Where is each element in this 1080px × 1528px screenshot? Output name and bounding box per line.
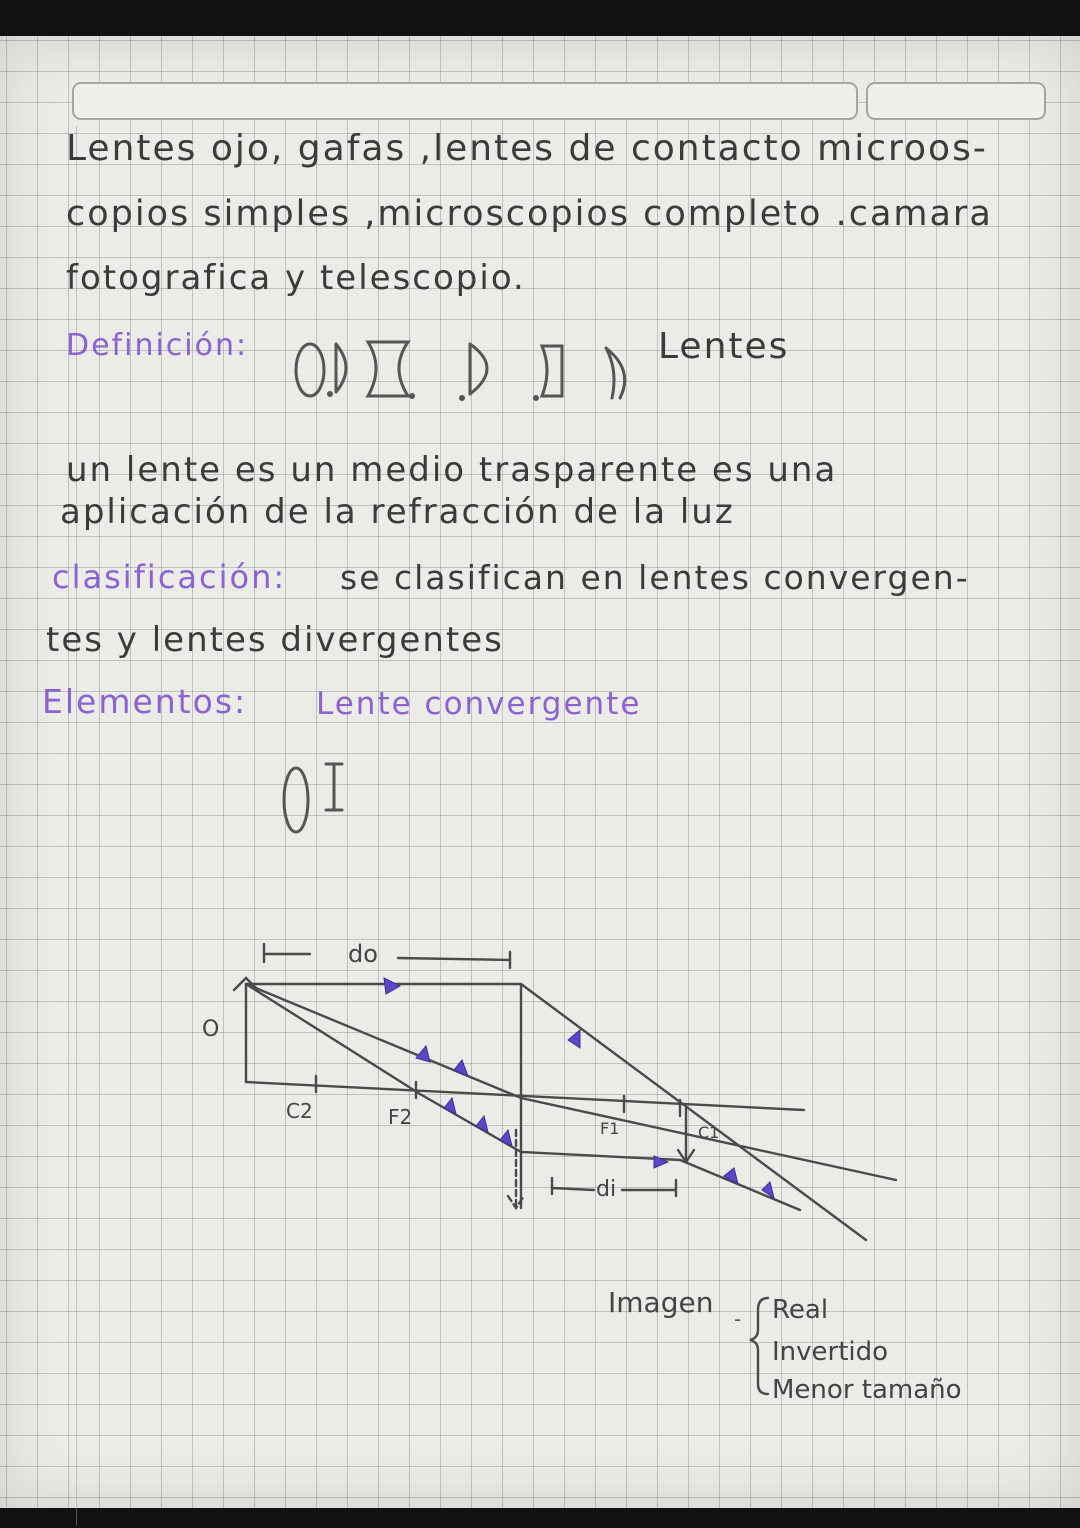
note-line-3: fotografica y telescopio.: [66, 258, 526, 298]
biconcave-lens-icon: [368, 342, 408, 396]
image-property-inverted: Invertido: [772, 1337, 889, 1367]
f2-label: F2: [388, 1105, 413, 1129]
converging-lens-symbol-icon: [326, 764, 342, 810]
image-label: Imagen: [608, 1286, 714, 1319]
ray-diagram: [234, 944, 896, 1394]
paragraph-line-1: un lente es un medio trasparente es una: [66, 450, 838, 490]
image-property-real: Real: [772, 1295, 829, 1325]
object-distance-label: do: [348, 940, 378, 968]
note-line-1: Lentes ojo, gafas ,lentes de contacto microos-: [66, 128, 988, 169]
f1-label: F1: [600, 1119, 620, 1138]
paragraph-line-2: aplicación de la refracción de la luz: [60, 492, 735, 532]
object-label: O: [202, 1017, 220, 1042]
optical-axis: [246, 1082, 804, 1110]
plano-concave-lens-2-icon: [542, 346, 562, 396]
classification-text-2: tes y lentes divergentes: [46, 620, 504, 660]
ray-center: [246, 984, 896, 1180]
classification-text-1: se clasifican en lentes convergen-: [340, 558, 970, 597]
plano-convex-lens-icon: [336, 344, 346, 392]
c1-label: C1: [698, 1123, 720, 1142]
elements-label: Elementos:: [42, 682, 248, 721]
image-dash: -: [734, 1307, 742, 1331]
elements-value: Lente convergente: [316, 686, 642, 722]
image-distance-label: di: [596, 1177, 617, 1202]
meniscus-lens-icon: [606, 348, 625, 398]
image-property-smaller: Menor tamaño: [772, 1375, 962, 1405]
definition-label: Definición:: [66, 328, 249, 363]
plano-concave-lens-icon: [470, 344, 487, 394]
ray-direction-arrows: [384, 978, 774, 1198]
c2-label: C2: [286, 1099, 313, 1123]
biconvex-lens-icon: [296, 344, 324, 396]
classification-label: clasificación:: [52, 558, 287, 596]
note-line-2: copios simples ,microscopios completo .camara: [66, 194, 993, 234]
definition-word: Lentes: [658, 326, 790, 367]
converging-lens-icon: [284, 768, 308, 832]
